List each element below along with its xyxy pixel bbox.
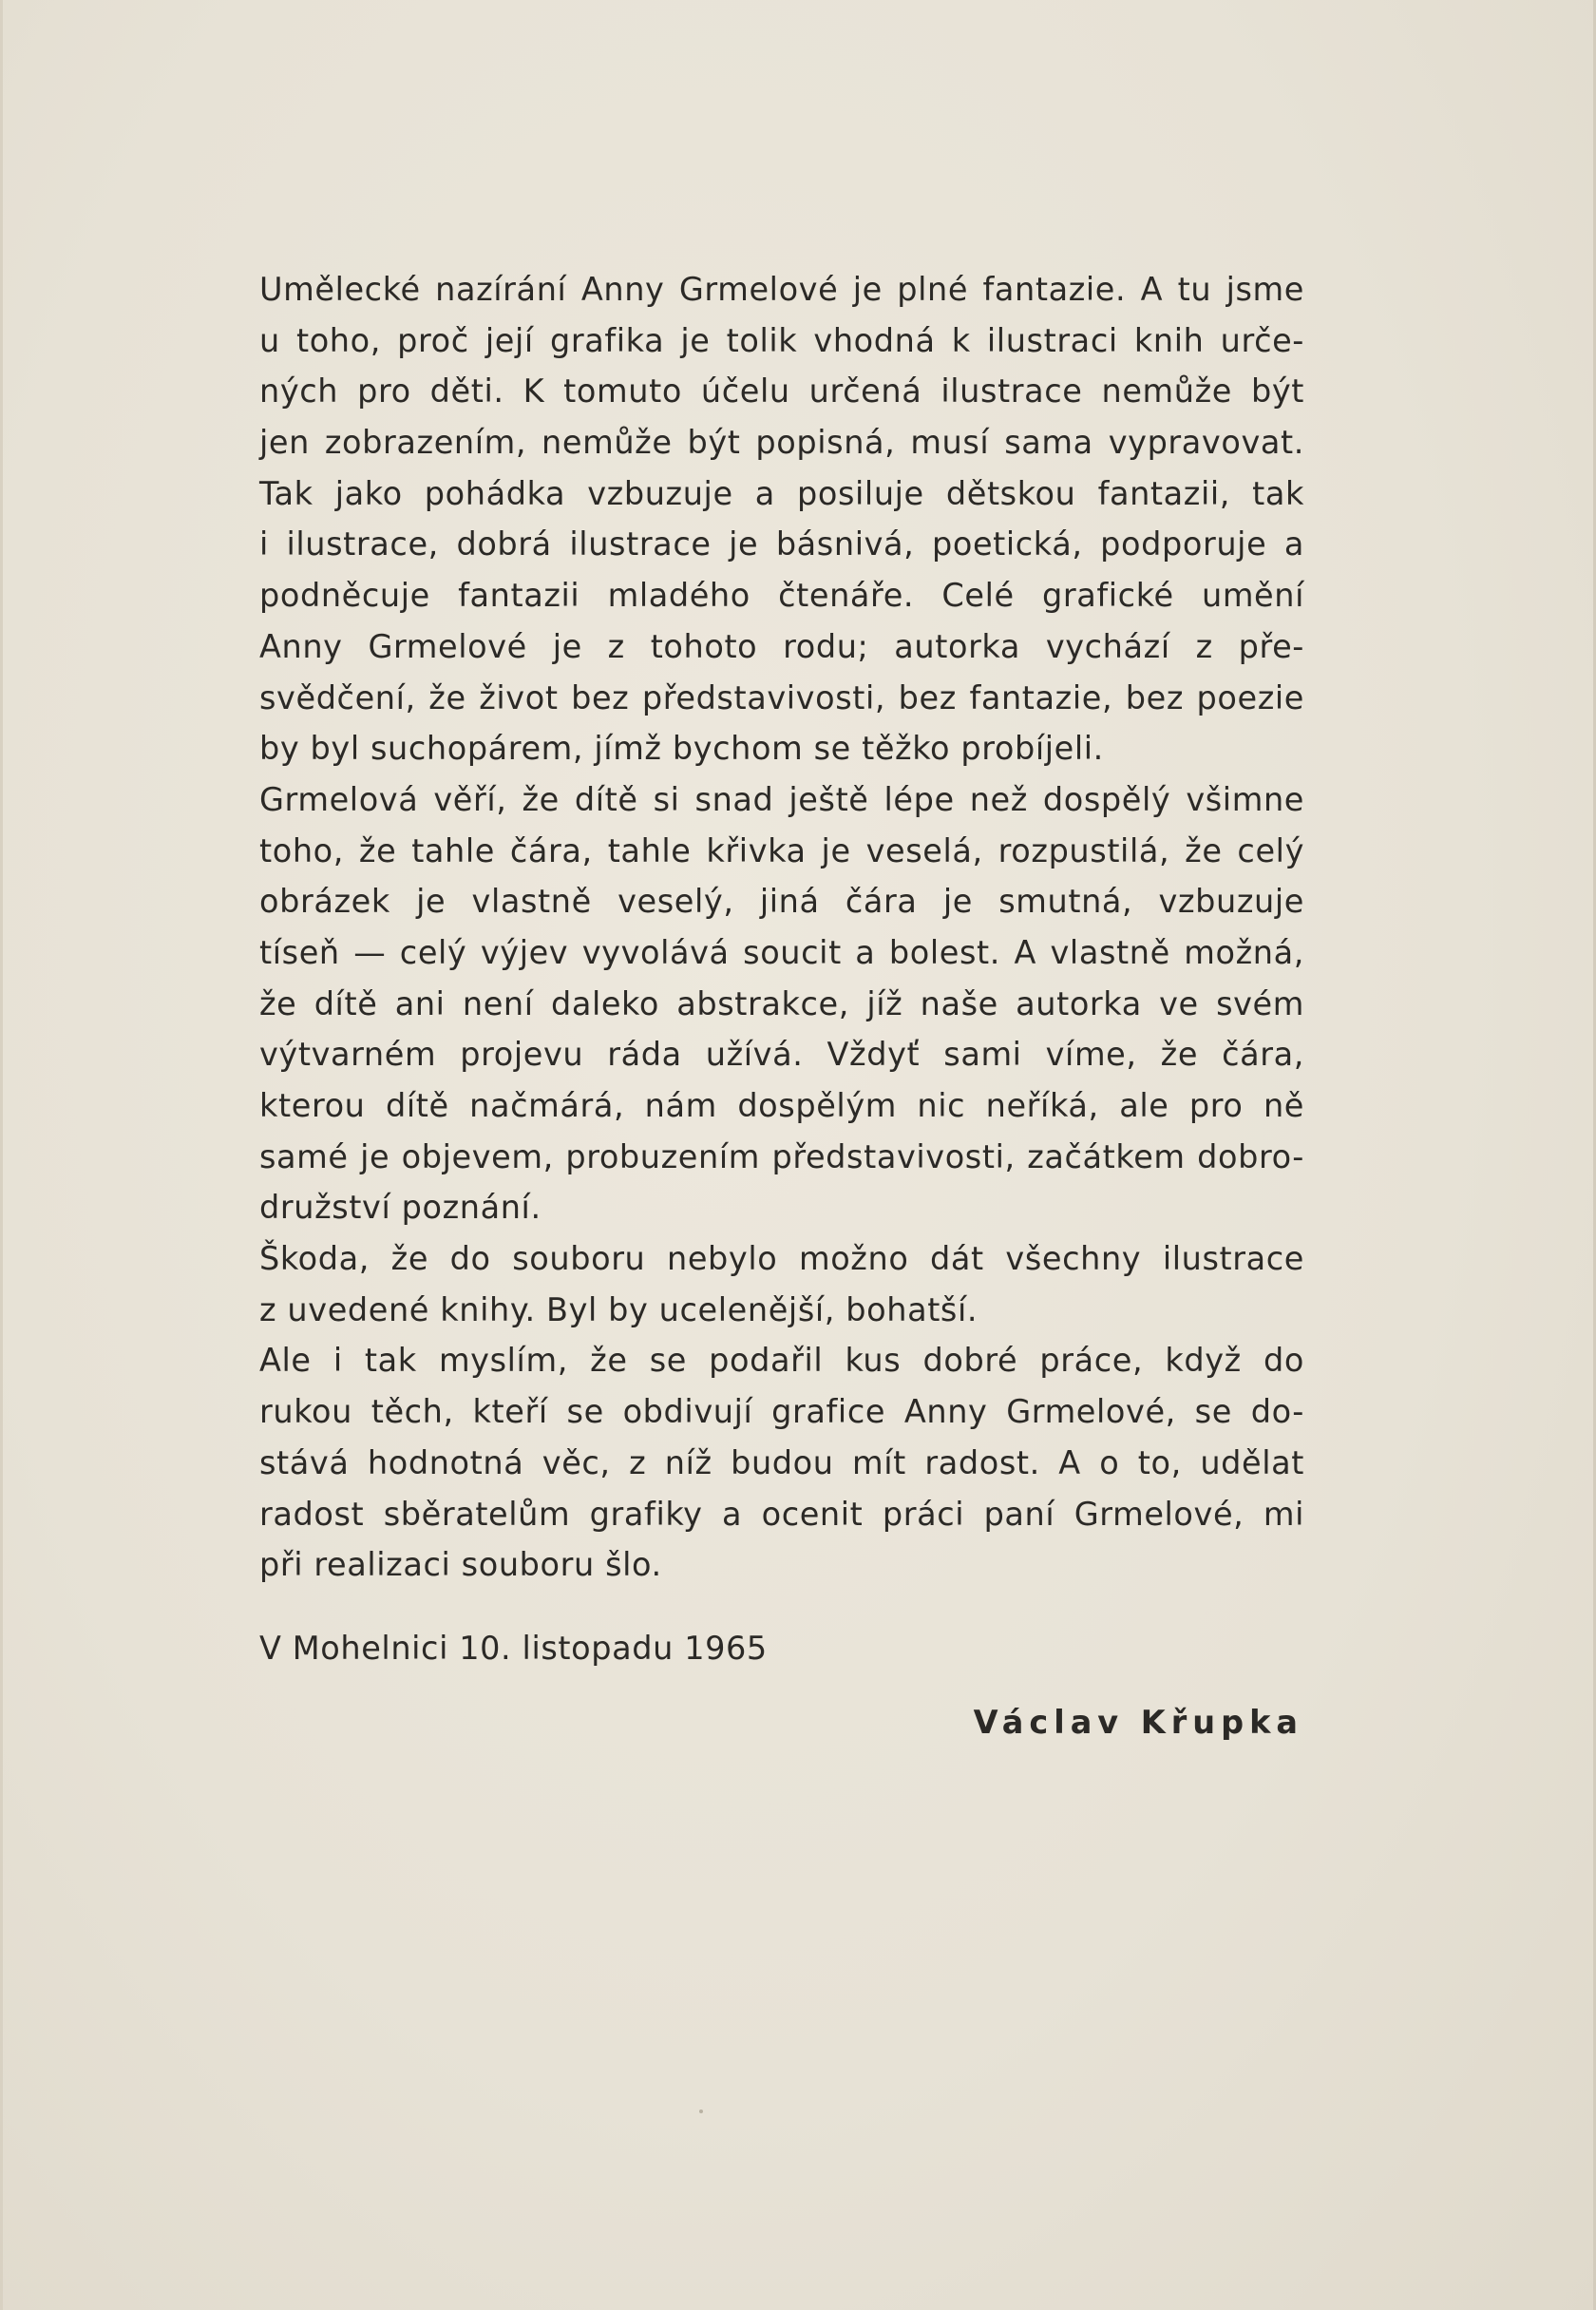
text-line: Škoda, že do souboru nebylo možno dát všechny ilustrace (259, 1240, 1304, 1278)
text-line: ných pro děti. K tomuto účelu určená ilustrace nemůže být (259, 372, 1304, 410)
text-line: Grmelová věří, že dítě si snad ještě lépe než dospělý všimne (259, 780, 1304, 818)
text-line: podněcuje fantazii mladého čtenáře. Celé grafické umění (259, 577, 1304, 615)
text-line: Umělecké nazírání Anny Grmelové je plné fantazie. A tu jsme (259, 271, 1304, 308)
text-line: i ilustrace, dobrá ilustrace je básnivá, poetická, podporuje a (259, 525, 1304, 563)
text-line: tíseň — celý výjev vyvolává soucit a bolest. A vlastně možná, (259, 933, 1304, 971)
text-line: kterou dítě načmárá, nám dospělým nic neříká, ale pro ně (259, 1087, 1304, 1124)
text-line: by byl suchopárem, jímž bychom se těžko probíjeli. (259, 730, 1104, 768)
text-line: z uvedené knihy. Byl by ucelenější, bohatší. (259, 1290, 978, 1328)
body-text (259, 264, 1304, 1591)
text-line: stává hodnotná věc, z níž budou mít radost. A o to, udělat (259, 1443, 1304, 1481)
text-line: družství poznání. (259, 1189, 542, 1227)
text-line: Tak jako pohádka vzbuzuje a posiluje dětskou fantazii, tak (259, 474, 1304, 512)
text-line: jen zobrazením, nemůže být popisná, musí sama vypravovat. (259, 424, 1304, 462)
place-date: V Mohelnici 10. listopadu 1965 (259, 1630, 768, 1667)
paper-speck (699, 2110, 703, 2113)
text-line: výtvarném projevu ráda užívá. Vždyť sami víme, že čára, (259, 1036, 1304, 1074)
text-line: rukou těch, kteří se obdivují grafice Anny Grmelové, se do- (259, 1393, 1304, 1431)
author-signature: Václav Křupka (973, 1704, 1303, 1741)
text-line: obrázek je vlastně veselý, jiná čára je smutná, vzbuzuje (259, 883, 1304, 921)
text-line: toho, že tahle čára, tahle křivka je veselá, rozpustilá, že celý (259, 831, 1304, 869)
text-line: že dítě ani není daleko abstrakce, jíž naše autorka ve svém (259, 984, 1304, 1022)
text-line: u toho, proč její grafika je tolik vhodná k ilustraci knih urče- (259, 321, 1304, 359)
text-line: Ale i tak myslím, že se podařil kus dobré práce, když do (259, 1342, 1304, 1380)
text-line: radost sběratelům grafiky a ocenit práci paní Grmelové, mi (259, 1495, 1304, 1533)
text-line: při realizaci souboru šlo. (259, 1546, 662, 1584)
text-line: samé je objevem, probuzením představivosti, začátkem dobro- (259, 1137, 1304, 1175)
text-line: Anny Grmelové je z tohoto rodu; autorka vychází z pře- (259, 627, 1304, 665)
text-line: svědčení, že život bez představivosti, bez fantazie, bez poezie (259, 678, 1304, 716)
